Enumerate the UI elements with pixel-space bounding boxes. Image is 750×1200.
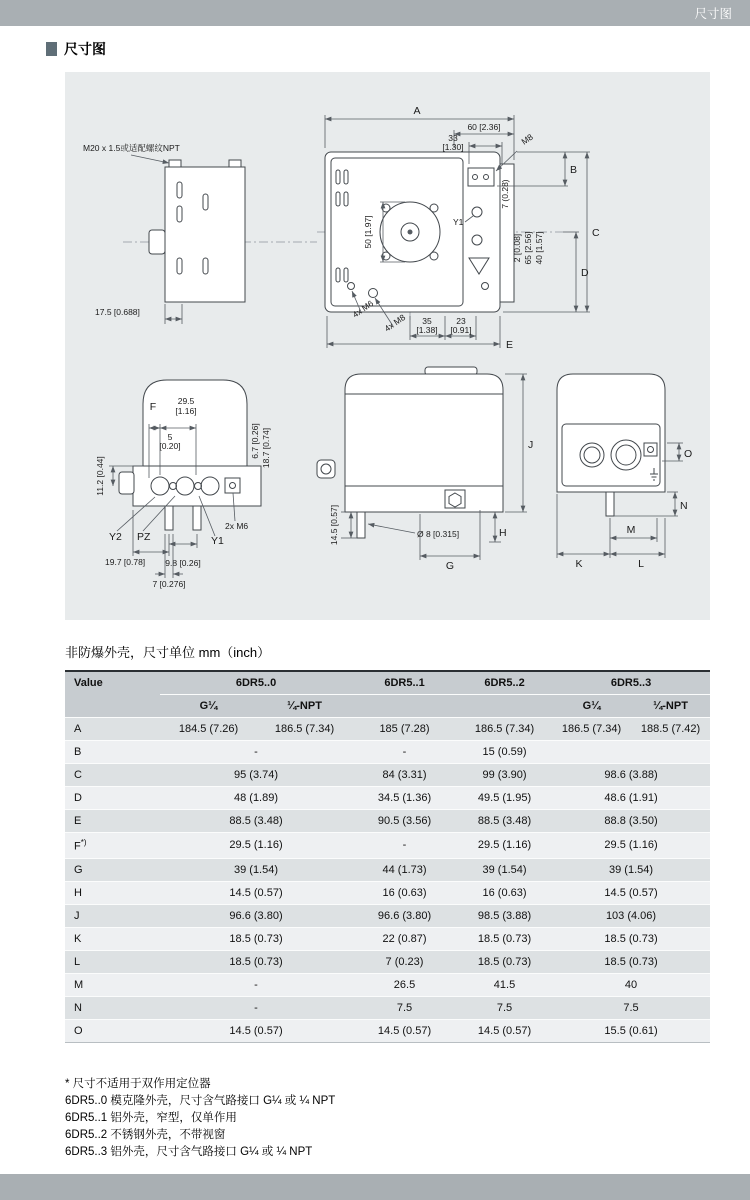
bottom-back-view (557, 374, 692, 570)
dim-value-cell: 96.6 (3.80) (352, 904, 457, 927)
label-dim-n: N (680, 500, 688, 512)
label-dim-b: B (570, 164, 578, 176)
row-label-O: O (65, 1019, 160, 1042)
dim-value-cell: 18.5 (0.73) (160, 927, 352, 950)
dim-value-cell: 185 (7.28) (352, 718, 457, 741)
dim-value-cell: 88.5 (3.48) (457, 810, 552, 833)
dim-value-cell: 15.5 (0.61) (552, 1019, 710, 1042)
dim-value-cell: 7.5 (352, 996, 457, 1019)
footnotes (65, 1076, 335, 1161)
label-m8: M8 (519, 131, 535, 147)
label-y1-front: Y1 (453, 217, 464, 227)
dim-value-cell: 29.5 (1.16) (457, 833, 552, 859)
dim-value-cell: 18.5 (0.73) (552, 950, 710, 973)
dim-value-cell: 16 (0.63) (352, 881, 457, 904)
table-row-G (65, 858, 710, 881)
table-row-F (65, 833, 710, 859)
label-dim-h: H (499, 527, 507, 539)
dim-value-cell: 188.5 (7.42) (631, 718, 710, 741)
label-dim-j: J (528, 439, 534, 451)
label-4x-m6: 4x M6 (350, 298, 376, 320)
table-row-D (65, 787, 710, 810)
dim-value-cell: 49.5 (1.95) (457, 787, 552, 810)
col-header-6dr5-3: 6DR5..3 (552, 671, 710, 695)
row-label-F: F*) (65, 833, 160, 859)
label-2x-m6: 2x M6 (225, 521, 249, 531)
label-dim-g: G (445, 560, 455, 572)
dimension-drawing (65, 72, 710, 620)
table-caption: 非防爆外壳，尺寸单位 mm（inch） (65, 645, 271, 660)
dimension-table-body (65, 718, 710, 1043)
subheader-g14-right: G¼ (552, 695, 631, 718)
row-label-A: A (65, 718, 160, 741)
label-y1-bottom: Y1 (211, 535, 224, 547)
label-5-inch: [0.20] (159, 441, 181, 451)
footnote-6dr5-1: 6DR5..1 铝外壳，窄型，仅单作用 (65, 1112, 237, 1124)
label-29-5-inch: [1.16] (175, 406, 197, 416)
label-dim-e: E (506, 339, 514, 351)
dim-value-cell: 186.5 (7.34) (257, 718, 352, 741)
subheader-npt-right: ¼-NPT (631, 695, 710, 718)
table-row-A (65, 718, 710, 741)
label-dim-l: L (638, 558, 644, 570)
dim-value-cell: - (160, 973, 352, 996)
col-header-value: Value (65, 671, 160, 718)
dim-value-cell: 95 (3.74) (160, 764, 352, 787)
label-35-mm: 35 (422, 316, 432, 326)
label-18-7: 18.7 [0.74] (261, 427, 271, 469)
dim-value-cell: 48.6 (1.91) (552, 787, 710, 810)
label-60: 60 [2.36] (467, 122, 501, 132)
label-40-157: 40 [1.57] (534, 231, 544, 265)
dim-value-cell: 186.5 (7.34) (552, 718, 631, 741)
dim-value-cell: 103 (4.06) (552, 904, 710, 927)
label-y2: Y2 (109, 531, 122, 543)
subheader-empty-2 (457, 695, 552, 718)
footnote-6dr5-3: 6DR5..3 铝外壳，尺寸含气路接口 G¼ 或 ¼ NPT (65, 1146, 313, 1158)
label-dim-c: C (592, 227, 600, 239)
col-header-6dr5-1: 6DR5..1 (352, 671, 457, 695)
label-pz: PZ (137, 531, 151, 543)
label-2-008: 2 [0.08] (512, 233, 522, 263)
label-19-7: 19.7 [0.78] (105, 557, 146, 567)
dim-value-cell: 39 (1.54) (552, 858, 710, 881)
table-row-H (65, 881, 710, 904)
bottom-side-view (317, 367, 533, 572)
dim-value-cell: 7 (0.23) (352, 950, 457, 973)
dim-value-cell: 41.5 (457, 973, 552, 996)
row-label-L: L (65, 950, 160, 973)
subheader-npt-left: ¼-NPT (257, 695, 352, 718)
dim-value-cell: 48 (1.89) (160, 787, 352, 810)
label-dim-m: M (626, 524, 636, 536)
label-14-5: 14.5 [0.57] (329, 504, 339, 546)
dim-value-cell: 14.5 (0.57) (160, 881, 352, 904)
dim-value-cell: 90.5 (3.56) (352, 810, 457, 833)
dim-value-cell: 14.5 (0.57) (457, 1019, 552, 1042)
dim-value-cell: 22 (0.87) (352, 927, 457, 950)
row-label-B: B (65, 741, 160, 764)
dim-value-cell: 18.5 (0.73) (457, 950, 552, 973)
dim-value-cell: 44 (1.73) (352, 858, 457, 881)
section-marker-icon (46, 42, 57, 56)
label-65-256: 65 [2.56] (523, 231, 533, 265)
row-label-C: C (65, 764, 160, 787)
page-footer-bar (0, 1174, 750, 1200)
col-header-6dr5-0: 6DR5..0 (160, 671, 352, 695)
table-row-J (65, 904, 710, 927)
label-dia-8: Ø 8 [0.315] (417, 529, 460, 539)
dim-value-cell: 99 (3.90) (457, 764, 552, 787)
row-label-H: H (65, 881, 160, 904)
dim-value-cell: 34.5 (1.36) (352, 787, 457, 810)
label-dim-d: D (581, 267, 589, 279)
table-row-C (65, 764, 710, 787)
label-5-mm: 5 (167, 432, 173, 442)
bottom-front-view (95, 380, 271, 589)
label-m20-thread: M20 x 1.5或适配螺纹NPT (83, 143, 180, 153)
dim-value-cell: 29.5 (1.16) (160, 833, 352, 859)
label-dim-k: K (575, 558, 583, 570)
dim-value-cell: 7.5 (457, 996, 552, 1019)
row-label-D: D (65, 787, 160, 810)
label-dim-f: F (149, 401, 157, 413)
table-row-L (65, 950, 710, 973)
label-35-inch: [1.38] (416, 325, 438, 335)
row-label-M: M (65, 973, 160, 996)
dim-value-cell: 88.5 (3.48) (160, 810, 352, 833)
header-bar-title: 尺寸图 (694, 7, 732, 21)
table-header-row (65, 671, 710, 695)
footnote-6dr5-2: 6DR5..2 不锈钢外壳，不带视窗 (65, 1129, 226, 1141)
dim-value-cell: 29.5 (1.16) (552, 833, 710, 859)
label-23-mm: 23 (456, 316, 466, 326)
row-label-K: K (65, 927, 160, 950)
label-dim-o: O (684, 448, 693, 460)
dim-value-cell: 39 (1.54) (160, 858, 352, 881)
dim-value-cell: 18.5 (0.73) (160, 950, 352, 973)
dim-value-cell: - (352, 833, 457, 859)
label-7-0276: 7 [0.276] (152, 579, 186, 589)
row-label-J: J (65, 904, 160, 927)
table-row-M (65, 973, 710, 996)
footnote-asterisk: * 尺寸不适用于双作用定位器 (65, 1078, 211, 1090)
label-33-inch: [1.30] (442, 142, 464, 152)
top-side-view (83, 143, 317, 324)
dim-value-cell: 98.6 (3.88) (552, 764, 710, 787)
drawing-panel (65, 72, 710, 620)
dimension-table (65, 670, 710, 1043)
label-50-197: 50 [1.97] (363, 215, 373, 249)
label-7-028: 7 (0.28) (500, 179, 510, 209)
table-row-K (65, 927, 710, 950)
dim-value-cell: 96.6 (3.80) (160, 904, 352, 927)
table-row-O (65, 1019, 710, 1042)
col-header-6dr5-2: 6DR5..2 (457, 671, 552, 695)
dim-value-cell: 184.5 (7.26) (160, 718, 257, 741)
dim-value-cell: 186.5 (7.34) (457, 718, 552, 741)
dim-value-cell: - (160, 741, 352, 764)
label-9-8: 9.8 [0.26] (165, 558, 201, 568)
dim-value-cell: 16 (0.63) (457, 881, 552, 904)
dim-value-cell: 39 (1.54) (457, 858, 552, 881)
table-subheader-row (65, 695, 710, 718)
label-11-2: 11.2 [0.44] (95, 456, 105, 496)
dim-value-cell: - (160, 996, 352, 1019)
row-label-E: E (65, 810, 160, 833)
dim-value-cell: 15 (0.59) (457, 741, 552, 764)
label-4x-m8: 4x M8 (382, 312, 408, 334)
label-dim-a: A (413, 105, 421, 117)
label-33-mm: 33 (448, 133, 458, 143)
dim-value-cell: 14.5 (0.57) (552, 881, 710, 904)
table-row-N (65, 996, 710, 1019)
dim-value-cell: 14.5 (0.57) (160, 1019, 352, 1042)
dim-value-cell: 7.5 (552, 996, 710, 1019)
row-label-G: G (65, 858, 160, 881)
label-6-7: 6.7 [0.26] (250, 423, 260, 459)
table-row-E (65, 810, 710, 833)
page-header-bar (0, 0, 750, 26)
subheader-g14-left: G¼ (160, 695, 257, 718)
label-17-5: 17.5 [0.688] (95, 307, 140, 317)
label-29-5-mm: 29.5 (177, 396, 195, 406)
dim-value-cell: 14.5 (0.57) (352, 1019, 457, 1042)
dim-value-cell: - (352, 741, 457, 764)
dim-value-cell: 40 (552, 973, 710, 996)
footnote-6dr5-0: 6DR5..0 模克隆外壳，尺寸含气路接口 G¼ 或 ¼ NPT (65, 1095, 336, 1107)
dim-value-cell: 84 (3.31) (352, 764, 457, 787)
dim-value-cell: 26.5 (352, 973, 457, 996)
section-title-text: 尺寸图 (64, 41, 106, 57)
dim-value-cell: 98.5 (3.88) (457, 904, 552, 927)
row-label-N: N (65, 996, 160, 1019)
top-front-view (317, 105, 600, 351)
subheader-empty-1 (352, 695, 457, 718)
dim-value-cell (552, 741, 710, 764)
dim-value-cell: 18.5 (0.73) (552, 927, 710, 950)
section-title (46, 39, 106, 59)
table-row-B (65, 741, 710, 764)
label-23-inch: [0.91] (450, 325, 472, 335)
dim-value-cell: 18.5 (0.73) (457, 927, 552, 950)
dim-value-cell: 88.8 (3.50) (552, 810, 710, 833)
